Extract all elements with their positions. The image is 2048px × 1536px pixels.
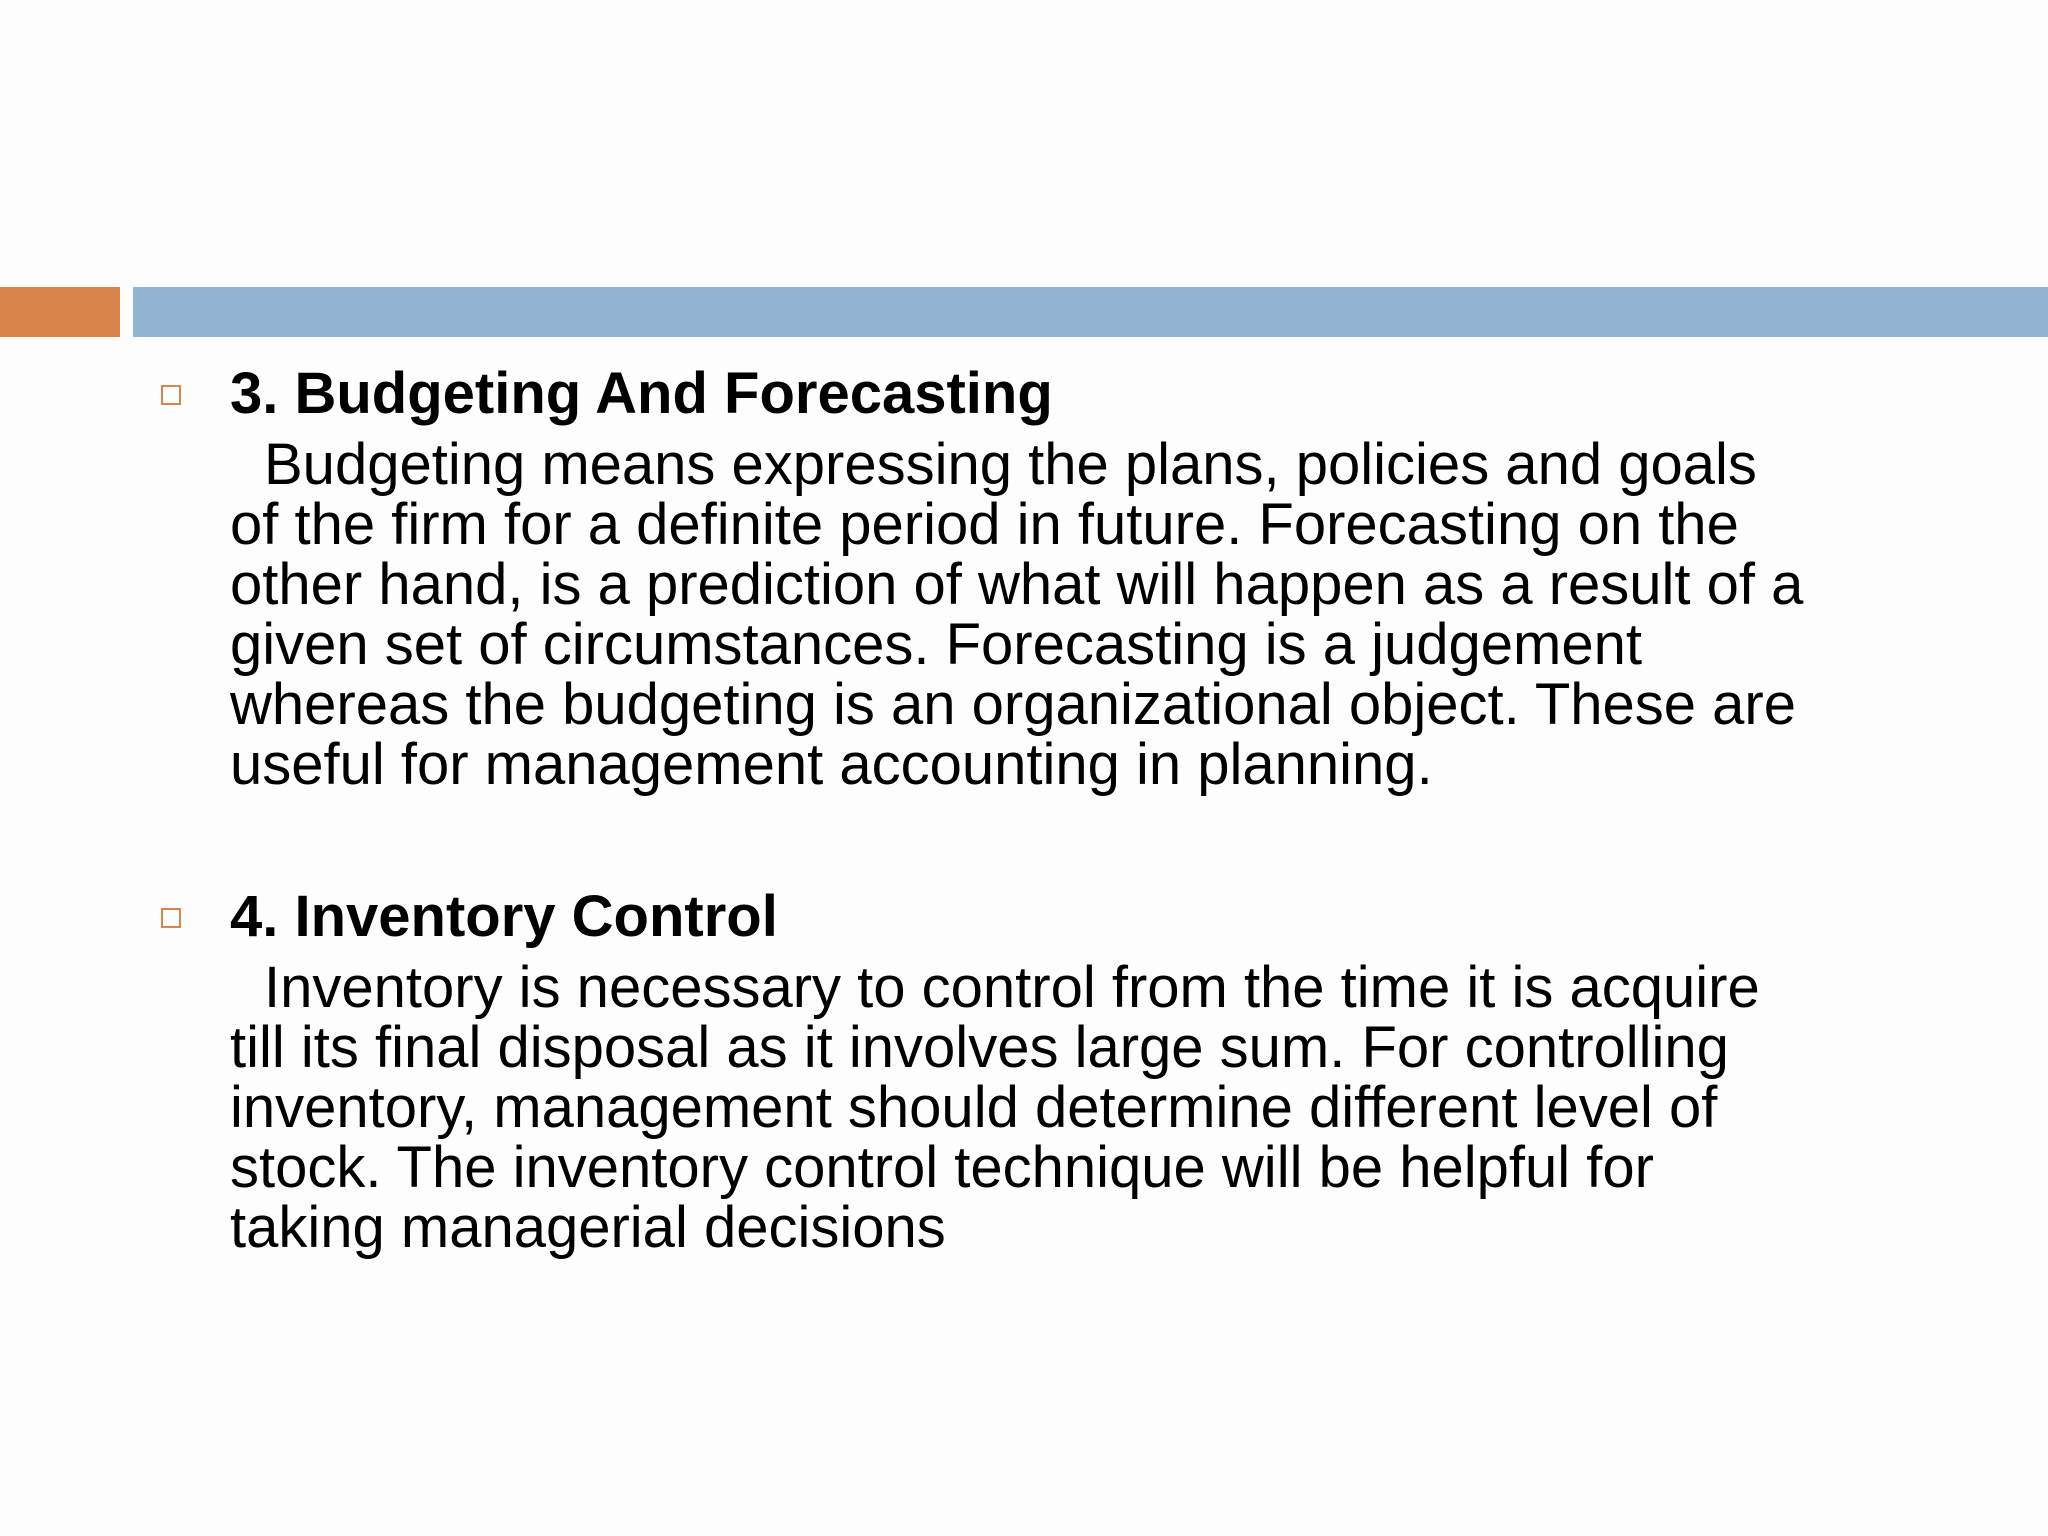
accent-bar-blue — [133, 287, 2048, 337]
section-heading: 4. Inventory Control — [230, 884, 778, 949]
body-line: taking managerial decisions — [230, 1195, 946, 1260]
body-line: till its final disposal as it involves large sum. For controlling — [230, 1015, 1729, 1080]
square-bullet-icon — [161, 385, 181, 405]
body-line: other hand, is a prediction of what will happen as a result of a — [230, 552, 1804, 617]
body-line: useful for management accounting in planning. — [230, 732, 1433, 797]
body-line: inventory, management should determine different level of — [230, 1075, 1718, 1140]
accent-bar-orange — [0, 287, 120, 337]
section-body — [230, 432, 1950, 797]
body-line: whereas the budgeting is an organizational object. These are — [230, 672, 1796, 737]
body-line: Inventory is necessary to control from the time it is acquire — [264, 955, 1760, 1020]
section-heading: 3. Budgeting And Forecasting — [230, 361, 1053, 426]
body-line: stock. The inventory control technique will be helpful for — [230, 1135, 1654, 1200]
square-bullet-icon — [161, 908, 181, 928]
body-line: of the firm for a definite period in future. Forecasting on the — [230, 492, 1739, 557]
body-line: given set of circumstances. Forecasting is a judgement — [230, 612, 1642, 677]
body-line: Budgeting means expressing the plans, policies and goals — [264, 432, 1757, 497]
section-body — [230, 955, 1950, 1260]
